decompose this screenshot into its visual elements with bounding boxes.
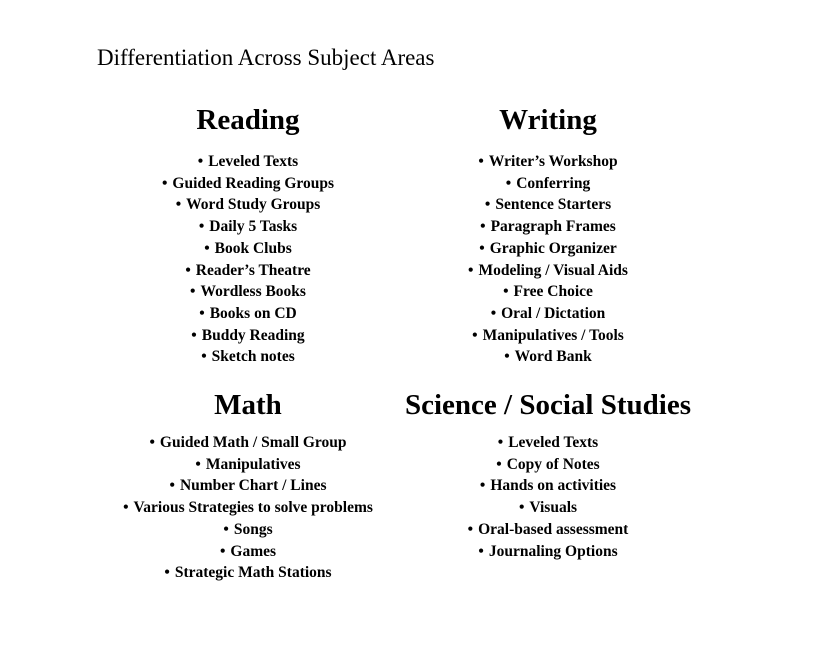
list-item bbox=[398, 519, 698, 541]
list-item-text: Word Study Groups bbox=[186, 196, 321, 214]
list-item-text: Leveled Texts bbox=[508, 434, 599, 451]
list-item-text: Reader’s Theatre bbox=[195, 261, 311, 279]
math-list bbox=[98, 432, 398, 584]
list-item-text: Journaling Options bbox=[488, 542, 618, 560]
list-item-text: Sketch notes bbox=[211, 348, 295, 366]
list-item bbox=[398, 281, 698, 303]
bullet-icon: • bbox=[195, 455, 201, 473]
writing-section bbox=[398, 103, 698, 368]
bullet-icon: • bbox=[201, 348, 207, 366]
list-item bbox=[98, 497, 398, 519]
math-section bbox=[98, 388, 398, 584]
bullet-icon: • bbox=[480, 218, 486, 236]
bullet-icon: • bbox=[175, 196, 182, 214]
list-item-text: Sentence Starters bbox=[495, 196, 612, 214]
list-item-text: Leveled Texts bbox=[208, 153, 299, 170]
page-title: Differentiation Across Subject Areas bbox=[97, 45, 435, 70]
list-item bbox=[98, 454, 398, 476]
list-item bbox=[398, 238, 698, 260]
list-item bbox=[98, 194, 398, 216]
bullet-icon: • bbox=[478, 542, 484, 560]
bullet-icon: • bbox=[468, 261, 474, 279]
bullet-icon: • bbox=[490, 304, 497, 322]
list-item-text: Various Strategies to solve problems bbox=[133, 499, 373, 517]
list-item-text: Strategic Math Stations bbox=[174, 564, 332, 582]
list-item bbox=[398, 432, 698, 454]
list-item bbox=[98, 260, 398, 282]
list-item bbox=[98, 303, 398, 325]
reading-list bbox=[98, 151, 398, 368]
bullet-icon: • bbox=[204, 239, 210, 257]
list-item bbox=[98, 519, 398, 541]
writing-list bbox=[398, 151, 698, 368]
list-item bbox=[398, 325, 698, 347]
list-item bbox=[398, 454, 698, 476]
list-item-text: Games bbox=[230, 542, 277, 560]
reading-section bbox=[98, 103, 398, 368]
list-item bbox=[98, 346, 398, 368]
list-item bbox=[98, 281, 398, 303]
list-item bbox=[398, 194, 698, 216]
list-item bbox=[398, 346, 698, 368]
list-item-text: Book Clubs bbox=[214, 239, 292, 257]
bullet-icon: • bbox=[479, 239, 485, 257]
list-item-text: Daily 5 Tasks bbox=[209, 218, 298, 236]
bullet-icon: • bbox=[219, 542, 226, 560]
list-item bbox=[98, 562, 398, 584]
list-item bbox=[98, 475, 398, 497]
bullet-icon: • bbox=[505, 174, 512, 192]
list-item bbox=[98, 151, 398, 173]
list-item bbox=[398, 260, 698, 282]
list-item bbox=[398, 173, 698, 195]
bullet-icon: • bbox=[198, 218, 205, 236]
bullet-icon: • bbox=[497, 434, 504, 451]
list-item-text: Manipulatives bbox=[205, 455, 301, 473]
bullet-icon: • bbox=[149, 434, 155, 451]
list-item-text: Free Choice bbox=[513, 283, 593, 301]
writing-heading: Writing bbox=[499, 104, 597, 136]
bullet-icon: • bbox=[504, 348, 510, 366]
bullet-icon: • bbox=[496, 455, 502, 473]
bullet-icon: • bbox=[161, 174, 168, 192]
list-item bbox=[98, 216, 398, 238]
bullet-icon: • bbox=[518, 499, 525, 517]
list-item-text: Graphic Organizer bbox=[489, 239, 617, 257]
list-item bbox=[398, 216, 698, 238]
list-item bbox=[98, 173, 398, 195]
bullet-icon: • bbox=[185, 261, 191, 279]
list-item-text: Hands on activities bbox=[490, 477, 617, 495]
science-social-studies-heading: Science / Social Studies bbox=[405, 389, 691, 421]
list-item bbox=[98, 541, 398, 563]
list-item bbox=[398, 475, 698, 497]
bullet-icon: • bbox=[472, 326, 478, 344]
list-item-text: Copy of Notes bbox=[506, 455, 600, 473]
list-item-text: Wordless Books bbox=[200, 283, 306, 301]
list-item-text: Number Chart / Lines bbox=[179, 477, 327, 495]
list-item bbox=[398, 541, 698, 563]
list-item-text: Manipulatives / Tools bbox=[482, 326, 624, 344]
science-social-studies-list bbox=[398, 432, 698, 562]
list-item-text: Modeling / Visual Aids bbox=[478, 261, 628, 279]
bullet-icon: • bbox=[478, 153, 484, 170]
list-item bbox=[98, 238, 398, 260]
math-heading: Math bbox=[214, 389, 282, 421]
bullet-icon: • bbox=[223, 520, 229, 538]
list-item-text: Buddy Reading bbox=[201, 326, 305, 344]
list-item-text: Songs bbox=[233, 520, 273, 538]
list-item-text: Oral / Dictation bbox=[501, 304, 606, 322]
science-social-studies-section bbox=[398, 388, 698, 562]
bullet-icon: • bbox=[123, 499, 129, 517]
list-item-text: Word Bank bbox=[514, 348, 592, 366]
list-item bbox=[98, 432, 398, 454]
list-item-text: Guided Math / Small Group bbox=[159, 434, 347, 451]
bullet-icon: • bbox=[190, 283, 196, 301]
list-item-text: Visuals bbox=[529, 499, 578, 517]
list-item-text: Writer’s Workshop bbox=[488, 153, 618, 170]
list-item-text: Conferring bbox=[516, 174, 591, 192]
bullet-icon: • bbox=[503, 283, 509, 301]
bullet-icon: • bbox=[197, 153, 204, 170]
list-item bbox=[398, 497, 698, 519]
bullet-icon: • bbox=[479, 477, 486, 495]
reading-heading: Reading bbox=[196, 104, 300, 136]
bullet-icon: • bbox=[164, 564, 170, 582]
list-item bbox=[398, 151, 698, 173]
list-item-text: Guided Reading Groups bbox=[172, 174, 335, 192]
list-item-text: Paragraph Frames bbox=[490, 218, 616, 236]
bullet-icon: • bbox=[467, 520, 474, 538]
list-item bbox=[98, 325, 398, 347]
list-item-text: Books on CD bbox=[209, 304, 297, 322]
list-item bbox=[398, 303, 698, 325]
list-item-text: Oral-based assessment bbox=[478, 520, 629, 538]
bullet-icon: • bbox=[169, 477, 175, 495]
bullet-icon: • bbox=[191, 326, 197, 344]
bullet-icon: • bbox=[199, 304, 205, 322]
bullet-icon: • bbox=[484, 196, 491, 214]
